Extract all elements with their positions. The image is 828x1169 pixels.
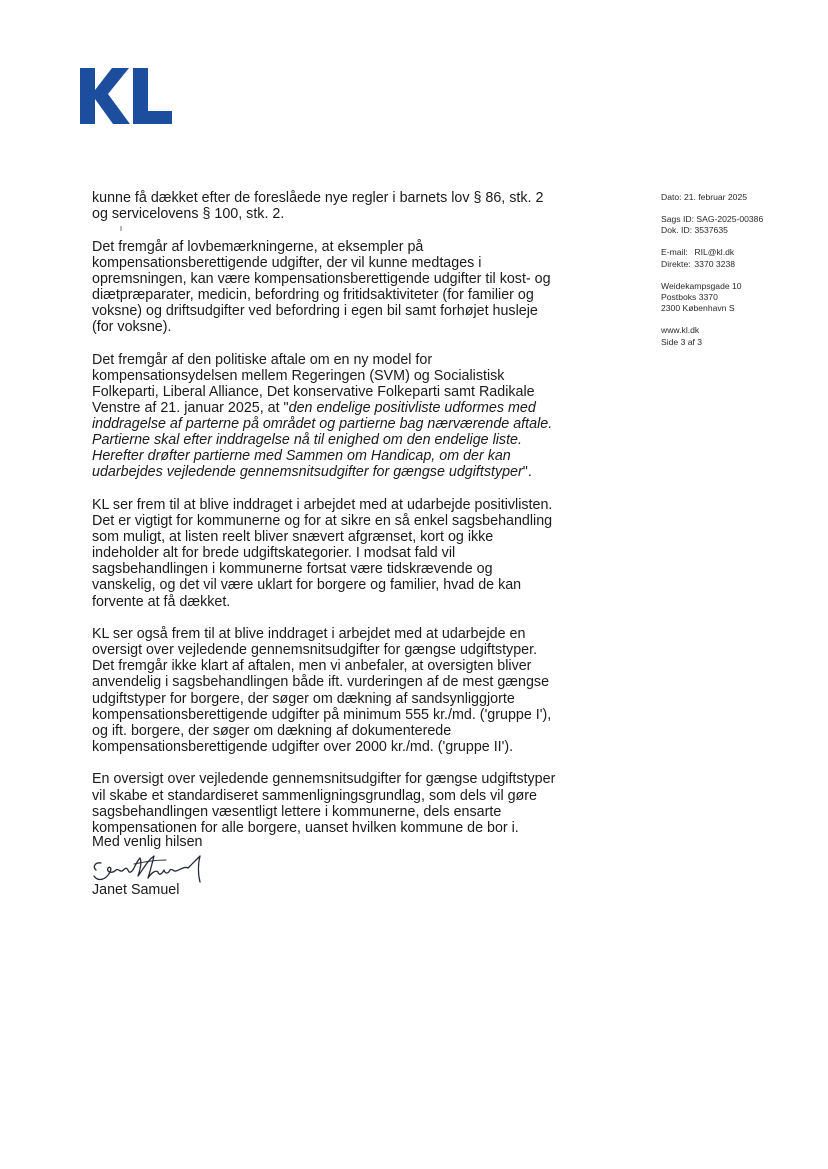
paragraph-text: KL ser frem til at blive inddraget i arbejdet med at udarbejde positivlisten. Det er vigtigt for kommunerne og for at sikre en så enkel sagsbehandling som muligt, at listen reelt bliver snævert afgrænset, kort og ikke indeholder alt for brede udgiftskategorier. I modsat fald vil sagsbehandlingen i kommunerne fortsat være tidskrævende og vanskelig, og det vil være uklart for borgere og familier, hvad de kan forvente at få dækket. [92, 497, 553, 610]
kl-logo-mark [78, 66, 174, 126]
paragraph-text: kunne få dækket efter de foreslåede nye regler i barnets lov § 86, stk. 2 og servicelovens § 100, stk. 2. [92, 190, 544, 223]
case-id-row [661, 214, 811, 225]
website-link[interactable]: www.kl.dk [661, 325, 700, 336]
body-paragraph [92, 239, 560, 336]
case-id-value: SAG-2025-00386 [696, 213, 764, 224]
address-line-1: Weidekampsgade 10 [661, 280, 742, 291]
body-paragraph [92, 190, 560, 222]
letter-metadata [661, 192, 811, 359]
body-paragraph [92, 771, 560, 835]
date-row [661, 192, 811, 203]
paragraph-text: Det fremgår af den politiske aftale om en ny model for kompensationsydelsen mellem Regeringen (SVM) og Socialistisk Folkeparti, Liberal Alliance, Det konservative Folkeparti samt Radikale Venstre af 21. januar 2025, at " [92, 351, 535, 417]
paragraph-text: Det fremgår af lovbemærkningerne, at eksempler på kompensationsberettigende udgifter, der vil kunne medtages i opremsningen, kan være kompensationsberettigende udgifter til kost- og diætpræparater, medicin, befordring og fritidsaktiviteter (for familier og voksne) og driftsudgifter ved befordring i egen bil samt forhøjet husleje (for voksne). [92, 238, 551, 336]
letter-body [92, 190, 560, 852]
address-line-3: 2300 København S [661, 303, 735, 314]
page-number: Side 3 af 3 [661, 336, 703, 347]
doc-id-label: Dok. ID: [661, 225, 693, 236]
paragraph-text: ". [522, 464, 532, 481]
paragraph-text: En oversigt over vejledende gennemsnitsudgifter for gængse udgiftstyper vil skabe et standardiseret sammenligningsgrundlag, som dels vil gøre sagsbehandlingen væsentligt lettere i kommunerne, dels ensarte kompensationen for alle borgere, uanset hvilken kommune de bor i. [92, 771, 556, 836]
email-label: E-mail: [661, 247, 688, 258]
doc-id-row [661, 225, 811, 236]
body-paragraph [92, 352, 560, 481]
case-id-label: Sags ID: [661, 213, 694, 224]
email-value[interactable]: RIL@kl.dk [694, 247, 735, 258]
address-line-2: Postboks 3370 [661, 291, 718, 302]
body-paragraph [92, 497, 560, 610]
date-value: 21. februar 2025 [683, 192, 748, 202]
signer-name: Janet Samuel [92, 882, 180, 898]
quoted-agreement-text: den endelige positivliste udformes med inddragelse af parterne på området og partierne bag nærværende aftale. Partierne skal efter inddragelse nå til enighed om den endelige liste. Herefter drøfter partierne med Sammen om Handicap, om der kan udarbejdes vejledende gennemsnitsudgifter for gængse udgiftstyper [92, 400, 553, 481]
paragraph-text: KL ser også frem til at blive inddraget i arbejdet med at udarbejde en oversigt over vejledende gennemsnitsudgifter for gængse udgiftstyper. Det fremgår ikke klart af aftalen, men vi anbefaler, at oversigten bliver anvendelig i sagsbehandlingen både ift. vurderingen af de mest gængse udgiftstyper for borgere, der søger om dækning af sandsynliggjorte kompensationsberettigende udgifter på minimum 555 kr./md. ('gruppe I'), og ift. borgere, der søger om dækning af dokumenterede kompensationsberettigende udgifter over 2000 kr./md. ('gruppe II'). [92, 626, 552, 755]
doc-id-value: 3537635 [694, 225, 728, 236]
phone-row [661, 259, 811, 270]
kl-logo [78, 66, 174, 126]
phone-label: Direkte: [661, 258, 691, 269]
date-label: Dato: [661, 192, 682, 202]
phone-value: 3370 3238 [694, 258, 736, 269]
body-paragraph [92, 626, 560, 755]
closing-line: Med venlig hilsen [92, 834, 203, 850]
email-row [661, 247, 811, 258]
